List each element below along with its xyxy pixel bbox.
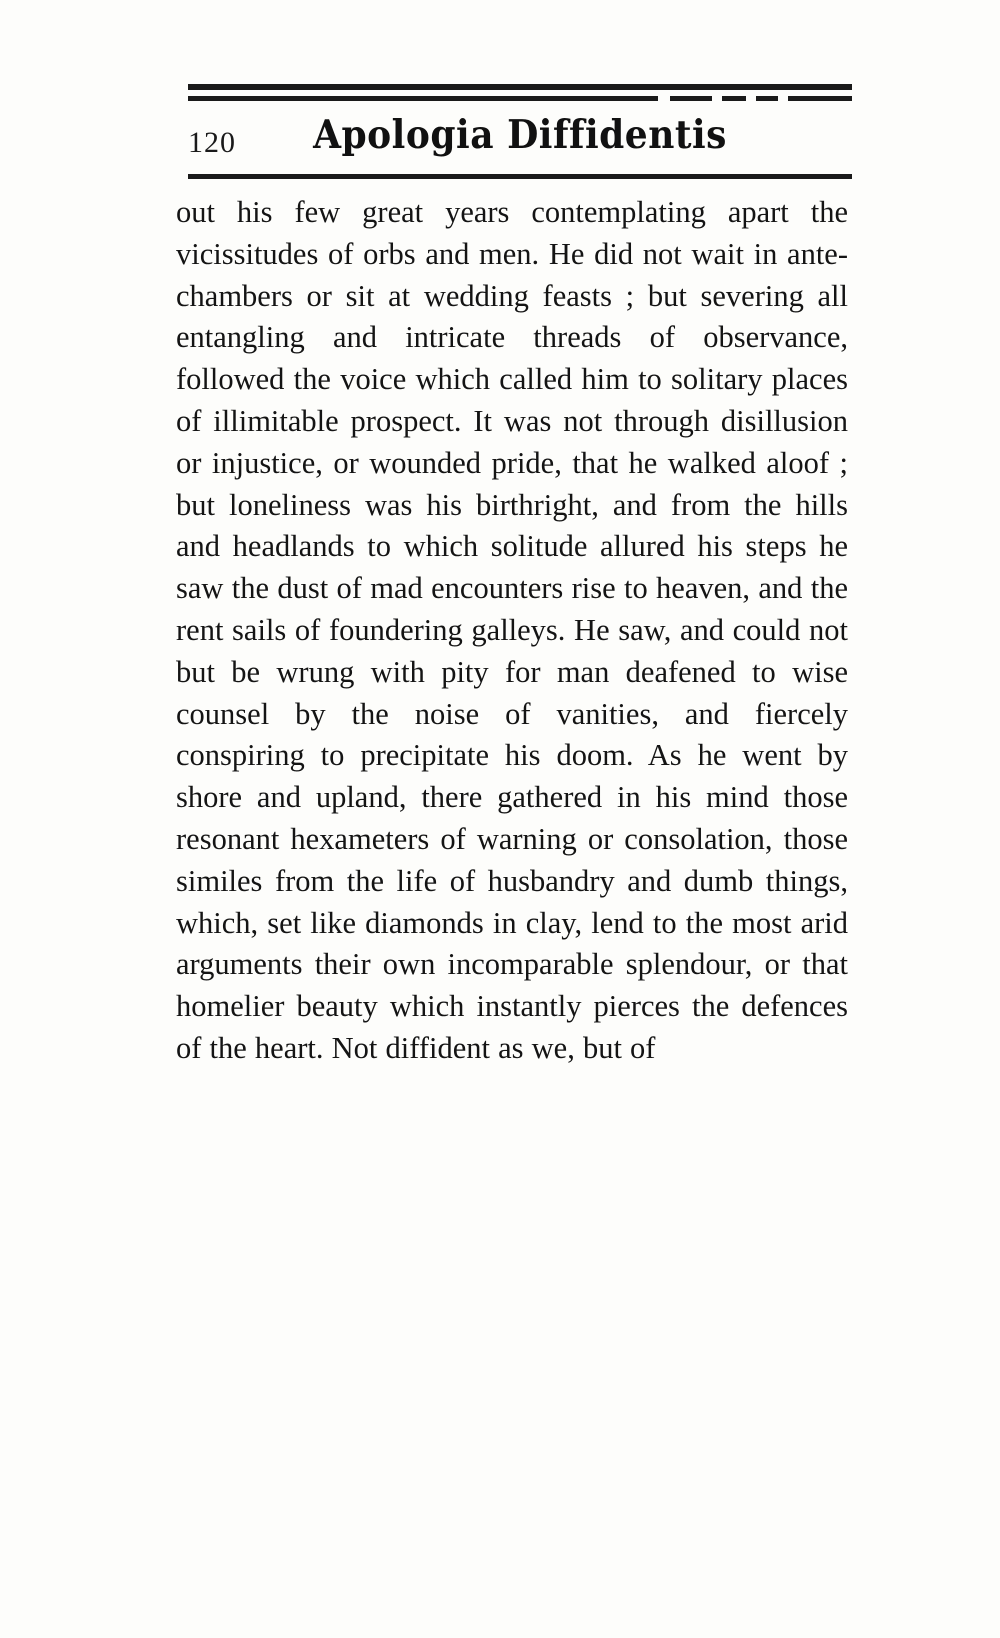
page-body (176, 192, 848, 1070)
page-number: 120 (188, 126, 236, 159)
rule-dash-segment (188, 96, 658, 101)
running-head-row (188, 110, 852, 172)
rule-dash-segment (788, 96, 852, 101)
page-header (188, 84, 852, 179)
header-rule-top (188, 84, 852, 90)
header-rule-bottom (188, 174, 852, 179)
rule-dash-segment (670, 96, 712, 101)
running-title: Apologia Diffidentis (313, 112, 727, 158)
header-rule-dashed (188, 93, 852, 104)
rule-dash-segment (756, 96, 778, 101)
body-paragraph: out his few great years contemplating apart the vicissitudes of orbs and men. He did not wait in ante-chambers or sit at wedding feasts ; but severing all entangling and intricate threads of observance, followed the voice which called him to solitary places of illimitable prospect. It was not through disillusion or injustice, or wounded pride, that he walked aloof ; but loneliness was his birthright, and from the hills and headlands to which solitude allured his steps he saw the dust of mad encounters rise to heaven, and the rent sails of foundering galleys. He saw, and could not but be wrung with pity for man deafened to wise counsel by the noise of vanities, and fiercely conspiring to precipitate his doom. As he went by shore and upland, there gathered in his mind those resonant hexameters of warning or consolation, those similes from the life of husbandry and dumb things, which, set like diamonds in clay, lend to the most arid arguments their own incomparable splendour, or that homelier beauty which instantly pierces the defences of the heart. Not diffident as we, but of (176, 195, 848, 1065)
rule-dash-segment (722, 96, 746, 101)
